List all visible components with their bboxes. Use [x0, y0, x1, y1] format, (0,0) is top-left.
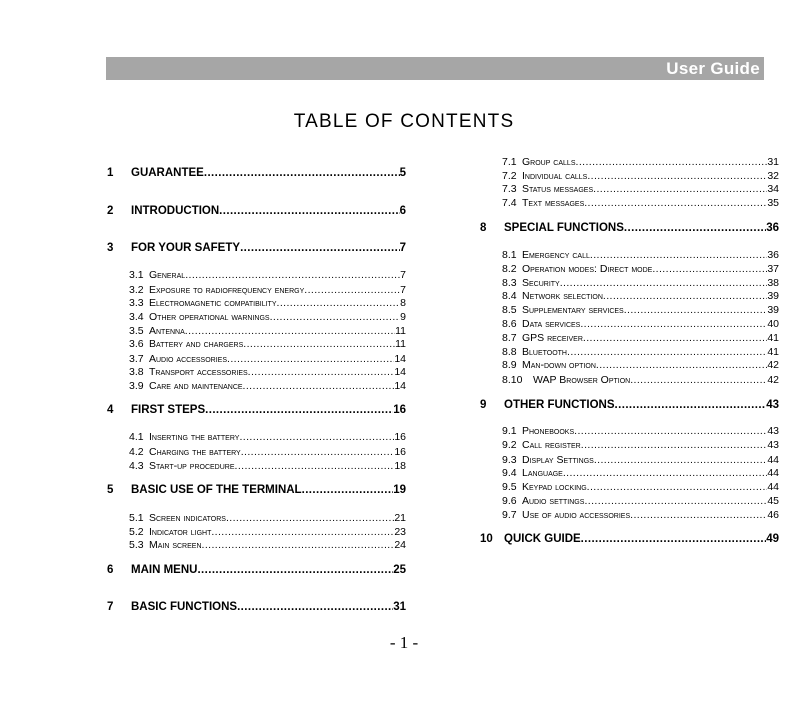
toc-entry-title: Group calls — [522, 156, 576, 168]
toc-entry-number: 8.5 — [502, 304, 517, 316]
toc-entry-title: MAIN MENU — [131, 564, 198, 576]
toc-entry-number: 8.4 — [502, 290, 517, 302]
toc-page-number: 46 — [767, 509, 779, 521]
toc-entry-title: Inserting the battery — [149, 431, 240, 443]
toc-dot-leader — [580, 318, 767, 330]
toc-page-number: 31 — [767, 156, 779, 168]
toc-chapter-entry[interactable] — [107, 242, 406, 254]
toc-entry-number: 8.8 — [502, 346, 517, 358]
toc-entry-title: Electromagnetic compatibility — [149, 297, 277, 309]
toc-entry-number: 8.9 — [502, 359, 517, 371]
toc-section-entry[interactable] — [107, 366, 406, 378]
toc-entry-number: 3 — [107, 242, 114, 254]
toc-entry-title: Man-down option — [522, 359, 596, 371]
toc-entry-number: 7.1 — [502, 156, 517, 168]
toc-entry-number: 3.7 — [129, 353, 144, 365]
toc-page-number: 45 — [767, 495, 779, 507]
toc-dot-leader — [567, 346, 767, 358]
toc-page-number: 14 — [394, 380, 406, 392]
toc-entry-number: 8.2 — [502, 263, 517, 275]
toc-page-number: 38 — [767, 277, 779, 289]
toc-entry-number: 9.1 — [502, 425, 517, 437]
toc-entry-number: 6 — [107, 564, 114, 576]
toc-entry-title: SPECIAL FUNCTIONS — [504, 222, 624, 234]
toc-dot-leader — [594, 454, 767, 466]
toc-section-entry[interactable] — [480, 454, 779, 466]
toc-dot-leader — [227, 353, 394, 365]
toc-section-entry[interactable] — [480, 277, 779, 289]
toc-dot-leader — [240, 242, 400, 254]
toc-entry-title: Language — [522, 467, 563, 479]
toc-page-number: 49 — [766, 533, 779, 545]
toc-page-number: 9 — [400, 311, 406, 323]
toc-entry-title: Text messages — [522, 197, 585, 209]
toc-entry-number: 3.3 — [129, 297, 144, 309]
toc-entry-title: Antenna — [149, 325, 185, 337]
toc-section-entry[interactable] — [107, 338, 406, 350]
toc-dot-leader — [563, 467, 767, 479]
toc-section-entry[interactable] — [107, 526, 406, 538]
toc-page-number: 11 — [395, 338, 406, 350]
toc-page-number: 16 — [393, 404, 406, 416]
toc-entry-title: Call register — [522, 439, 581, 451]
toc-dot-leader — [590, 249, 767, 261]
toc-section-entry[interactable] — [480, 290, 779, 302]
toc-dot-leader — [574, 425, 767, 437]
toc-entry-number: 3.5 — [129, 325, 144, 337]
toc-entry-title: OTHER FUNCTIONS — [504, 399, 615, 411]
toc-entry-number: 8.6 — [502, 318, 517, 330]
toc-page-number: 43 — [767, 425, 779, 437]
toc-entry-title: FOR YOUR SAFETY — [131, 242, 241, 254]
toc-page-number: 32 — [767, 170, 779, 182]
toc-dot-leader — [603, 290, 767, 302]
toc-entry-number: 9.6 — [502, 495, 517, 507]
toc-page-number: 36 — [767, 249, 779, 261]
toc-entry-number: 5.2 — [129, 526, 144, 538]
toc-entry-title: Audio accessories — [149, 353, 227, 365]
toc-section-entry[interactable] — [480, 183, 779, 195]
toc-dot-leader — [624, 222, 766, 234]
toc-dot-leader — [211, 526, 394, 538]
toc-page-number: 43 — [767, 439, 779, 451]
toc-entry-number: 8.7 — [502, 332, 517, 344]
toc-entry-number: 9.7 — [502, 509, 517, 521]
toc-entry-number: 9.3 — [502, 454, 517, 466]
toc-page-number: 35 — [767, 197, 779, 209]
toc-dot-leader — [243, 338, 395, 350]
toc-entry-title: Indicator light — [149, 526, 212, 538]
toc-page-number: 21 — [394, 512, 406, 524]
toc-entry-number: 8.1 — [502, 249, 517, 261]
header-title: User Guide — [666, 58, 760, 78]
toc-chapter-entry[interactable] — [107, 601, 406, 613]
toc-page-number: 37 — [767, 263, 779, 275]
toc-dot-leader — [304, 284, 400, 296]
toc-entry-number: 5.1 — [129, 512, 144, 524]
toc-entry-number: 3.4 — [129, 311, 144, 323]
toc-entry-number: 4.3 — [129, 460, 144, 472]
toc-page-number: 25 — [393, 564, 406, 576]
toc-section-entry[interactable] — [107, 539, 406, 551]
toc-entry-title: BASIC USE OF THE TERMINAL — [131, 484, 302, 496]
toc-page-number: 34 — [767, 183, 779, 195]
toc-section-entry[interactable] — [107, 380, 406, 392]
toc-page-number: 8 — [400, 297, 406, 309]
toc-dot-leader — [185, 269, 400, 281]
toc-dot-leader — [302, 484, 394, 496]
toc-chapter-entry[interactable] — [480, 533, 779, 545]
toc-page-number: 40 — [767, 318, 779, 330]
toc-chapter-entry[interactable] — [480, 222, 779, 234]
toc-entry-number: 9.4 — [502, 467, 517, 479]
toc-section-entry[interactable] — [480, 263, 779, 275]
toc-page-number: 7 — [400, 269, 406, 281]
toc-dot-leader — [630, 374, 767, 386]
page-title: TABLE OF CONTENTS — [293, 111, 515, 132]
toc-section-entry[interactable] — [107, 431, 406, 443]
toc-dot-leader — [248, 366, 395, 378]
toc-entry-title: Use of audio accessories — [522, 509, 631, 521]
toc-entry-title: Display Settings — [522, 454, 594, 466]
toc-dot-leader — [624, 304, 768, 316]
toc-page-number: 42 — [767, 374, 779, 386]
toc-page-number: 41 — [767, 346, 779, 358]
toc-entry-title: WAP Browser Option — [533, 374, 631, 386]
toc-entry-title: General — [149, 269, 186, 281]
toc-section-entry[interactable] — [480, 318, 779, 330]
toc-page-number: 7 — [400, 284, 406, 296]
toc-dot-leader — [593, 183, 767, 195]
toc-chapter-entry[interactable] — [480, 399, 779, 411]
toc-dot-leader — [185, 325, 395, 337]
toc-entry-title: Supplementary services — [522, 304, 624, 316]
page-number: - 1 - — [389, 633, 419, 652]
toc-entry-title: BASIC FUNCTIONS — [131, 601, 238, 613]
toc-page-number: 6 — [399, 205, 406, 217]
toc-page-number: 39 — [767, 290, 779, 302]
toc-dot-leader — [615, 399, 767, 411]
toc-entry-number: 4.1 — [129, 431, 144, 443]
toc-page-number: 14 — [394, 366, 406, 378]
toc-entry-number: 9.5 — [502, 481, 517, 493]
toc-dot-leader — [584, 197, 767, 209]
toc-entry-title: Other operational warnings — [149, 311, 270, 323]
toc-section-entry[interactable] — [480, 304, 779, 316]
toc-dot-leader — [219, 205, 399, 217]
toc-entry-number: 7.4 — [502, 197, 517, 209]
toc-section-entry[interactable] — [480, 156, 779, 168]
toc-entry-number: 3.9 — [129, 380, 144, 392]
toc-section-entry[interactable] — [480, 467, 779, 479]
toc-page-number: 43 — [766, 399, 779, 411]
toc-dot-leader — [581, 533, 767, 545]
toc-section-entry[interactable] — [480, 332, 779, 344]
toc-dot-leader — [239, 431, 394, 443]
toc-dot-leader — [226, 512, 394, 524]
toc-entry-number: 9 — [480, 399, 487, 411]
toc-dot-leader — [581, 439, 768, 451]
toc-entry-title: Exposure to radiofrequency energy — [149, 284, 305, 296]
toc-page-number: 44 — [767, 481, 779, 493]
toc-entry-number: 7 — [107, 601, 114, 613]
toc-chapter-entry[interactable] — [107, 484, 406, 496]
toc-entry-number: 3.8 — [129, 366, 144, 378]
toc-section-entry[interactable] — [107, 269, 406, 281]
toc-entry-number: 5.3 — [129, 539, 144, 551]
toc-page-number: 41 — [767, 332, 779, 344]
toc-entry-title: Charging the battery — [149, 446, 241, 458]
toc-entry-number: 9.2 — [502, 439, 517, 451]
toc-section-entry[interactable] — [480, 249, 779, 261]
toc-entry-title: Emergency call — [522, 249, 590, 261]
toc-section-entry[interactable] — [107, 297, 406, 309]
toc-entry-number: 8.3 — [502, 277, 517, 289]
toc-dot-leader — [576, 156, 768, 168]
toc-dot-leader — [630, 509, 767, 521]
toc-section-entry[interactable] — [107, 460, 406, 472]
toc-section-entry[interactable] — [480, 481, 779, 493]
toc-page-number: 7 — [399, 242, 406, 254]
toc-dot-leader — [243, 380, 395, 392]
toc-dot-leader — [560, 277, 768, 289]
toc-dot-leader — [587, 481, 768, 493]
toc-section-entry[interactable] — [480, 170, 779, 182]
toc-dot-leader — [584, 495, 767, 507]
toc-chapter-entry[interactable] — [107, 404, 406, 416]
toc-entry-title: Main screen — [149, 539, 202, 551]
toc-entry-number: 7.2 — [502, 170, 517, 182]
toc-dot-leader — [596, 359, 767, 371]
toc-chapter-entry[interactable] — [107, 205, 406, 217]
toc-entry-title: GPS receiver — [522, 332, 583, 344]
toc-dot-leader — [587, 170, 767, 182]
toc-entry-title: Network selection — [522, 290, 603, 302]
toc-entry-title: Bluetooth — [522, 346, 567, 358]
toc-entry-number: 5 — [107, 484, 114, 496]
toc-page-number: 19 — [393, 484, 406, 496]
toc-entry-number: 4.2 — [129, 446, 144, 458]
toc-section-entry[interactable] — [107, 284, 406, 296]
toc-entry-title: Care and maintenance — [149, 380, 243, 392]
toc-section-entry[interactable] — [480, 359, 779, 371]
toc-page-number: 16 — [394, 446, 406, 458]
toc-entry-title: Status messages — [522, 183, 594, 195]
toc-page-number: 36 — [766, 222, 779, 234]
toc-entry-title: Security — [522, 277, 560, 289]
toc-entry-number: 2 — [107, 205, 114, 217]
toc-entry-title: Transport accessories — [149, 366, 248, 378]
toc-section-entry[interactable] — [480, 509, 779, 521]
toc-page-number: 16 — [394, 431, 406, 443]
toc-entry-title: INTRODUCTION — [131, 205, 220, 217]
toc-entry-title: Start-up procedure — [149, 460, 235, 472]
toc-entry-title: Data services — [522, 318, 581, 330]
toc-page-number: 23 — [394, 526, 406, 538]
toc-entry-title: Phonebooks — [522, 425, 575, 437]
toc-entry-title: GUARANTEE — [131, 167, 204, 179]
toc-section-entry[interactable] — [107, 311, 406, 323]
toc-dot-leader — [237, 601, 393, 613]
toc-entry-title: Operation modes: Direct mode — [522, 263, 653, 275]
toc-section-entry[interactable] — [480, 495, 779, 507]
toc-page-number: 44 — [767, 454, 779, 466]
toc-section-entry[interactable] — [107, 446, 406, 458]
toc-section-entry[interactable] — [480, 439, 779, 451]
toc-entry-number: 3.6 — [129, 338, 144, 350]
toc-entry-title: Screen indicators — [149, 512, 226, 524]
toc-entry-title: FIRST STEPS — [131, 404, 206, 416]
toc-entry-number: 1 — [107, 167, 114, 179]
toc-entry-number: 4 — [107, 404, 114, 416]
toc-dot-leader — [583, 332, 767, 344]
toc-section-entry[interactable] — [480, 374, 779, 386]
toc-entry-number: 3.2 — [129, 284, 144, 296]
toc-section-entry[interactable] — [107, 353, 406, 365]
toc-page-number: 24 — [394, 539, 406, 551]
toc-entry-number: 10 — [480, 533, 493, 545]
toc-entry-title: Audio settings — [522, 495, 585, 507]
toc-section-entry[interactable] — [480, 346, 779, 358]
toc-entry-title: Battery and chargers — [149, 338, 244, 350]
toc-entry-title: Keypad locking — [522, 481, 587, 493]
toc-entry-number: 8 — [480, 222, 487, 234]
toc-dot-leader — [197, 564, 393, 576]
toc-entry-title: QUICK GUIDE — [504, 533, 581, 545]
toc-entry-number: 8.10 — [502, 374, 523, 386]
toc-page-number: 18 — [394, 460, 406, 472]
toc-page-number: 14 — [394, 353, 406, 365]
toc-page-number: 11 — [395, 325, 406, 337]
toc-entry-number: 7.3 — [502, 183, 517, 195]
toc-section-entry[interactable] — [107, 512, 406, 524]
toc-dot-leader — [241, 446, 395, 458]
toc-page-number: 5 — [399, 167, 406, 179]
toc-section-entry[interactable] — [107, 325, 406, 337]
toc-page-number: 39 — [767, 304, 779, 316]
toc-section-entry[interactable] — [480, 197, 779, 209]
toc-dot-leader — [205, 404, 393, 416]
toc-dot-leader — [204, 167, 400, 179]
toc-section-entry[interactable] — [480, 425, 779, 437]
toc-chapter-entry[interactable] — [107, 167, 406, 179]
toc-dot-leader — [202, 539, 395, 551]
toc-page-number: 42 — [767, 359, 779, 371]
toc-entry-title: Individual calls — [522, 170, 588, 182]
toc-entry-number: 3.1 — [129, 269, 144, 281]
toc-dot-leader — [277, 297, 401, 309]
toc-dot-leader — [270, 311, 401, 323]
toc-chapter-entry[interactable] — [107, 564, 406, 576]
toc-page-number: 44 — [767, 467, 779, 479]
toc-page-number: 31 — [393, 601, 406, 613]
toc-dot-leader — [652, 263, 767, 275]
header-bar — [106, 57, 764, 80]
toc-dot-leader — [235, 460, 395, 472]
